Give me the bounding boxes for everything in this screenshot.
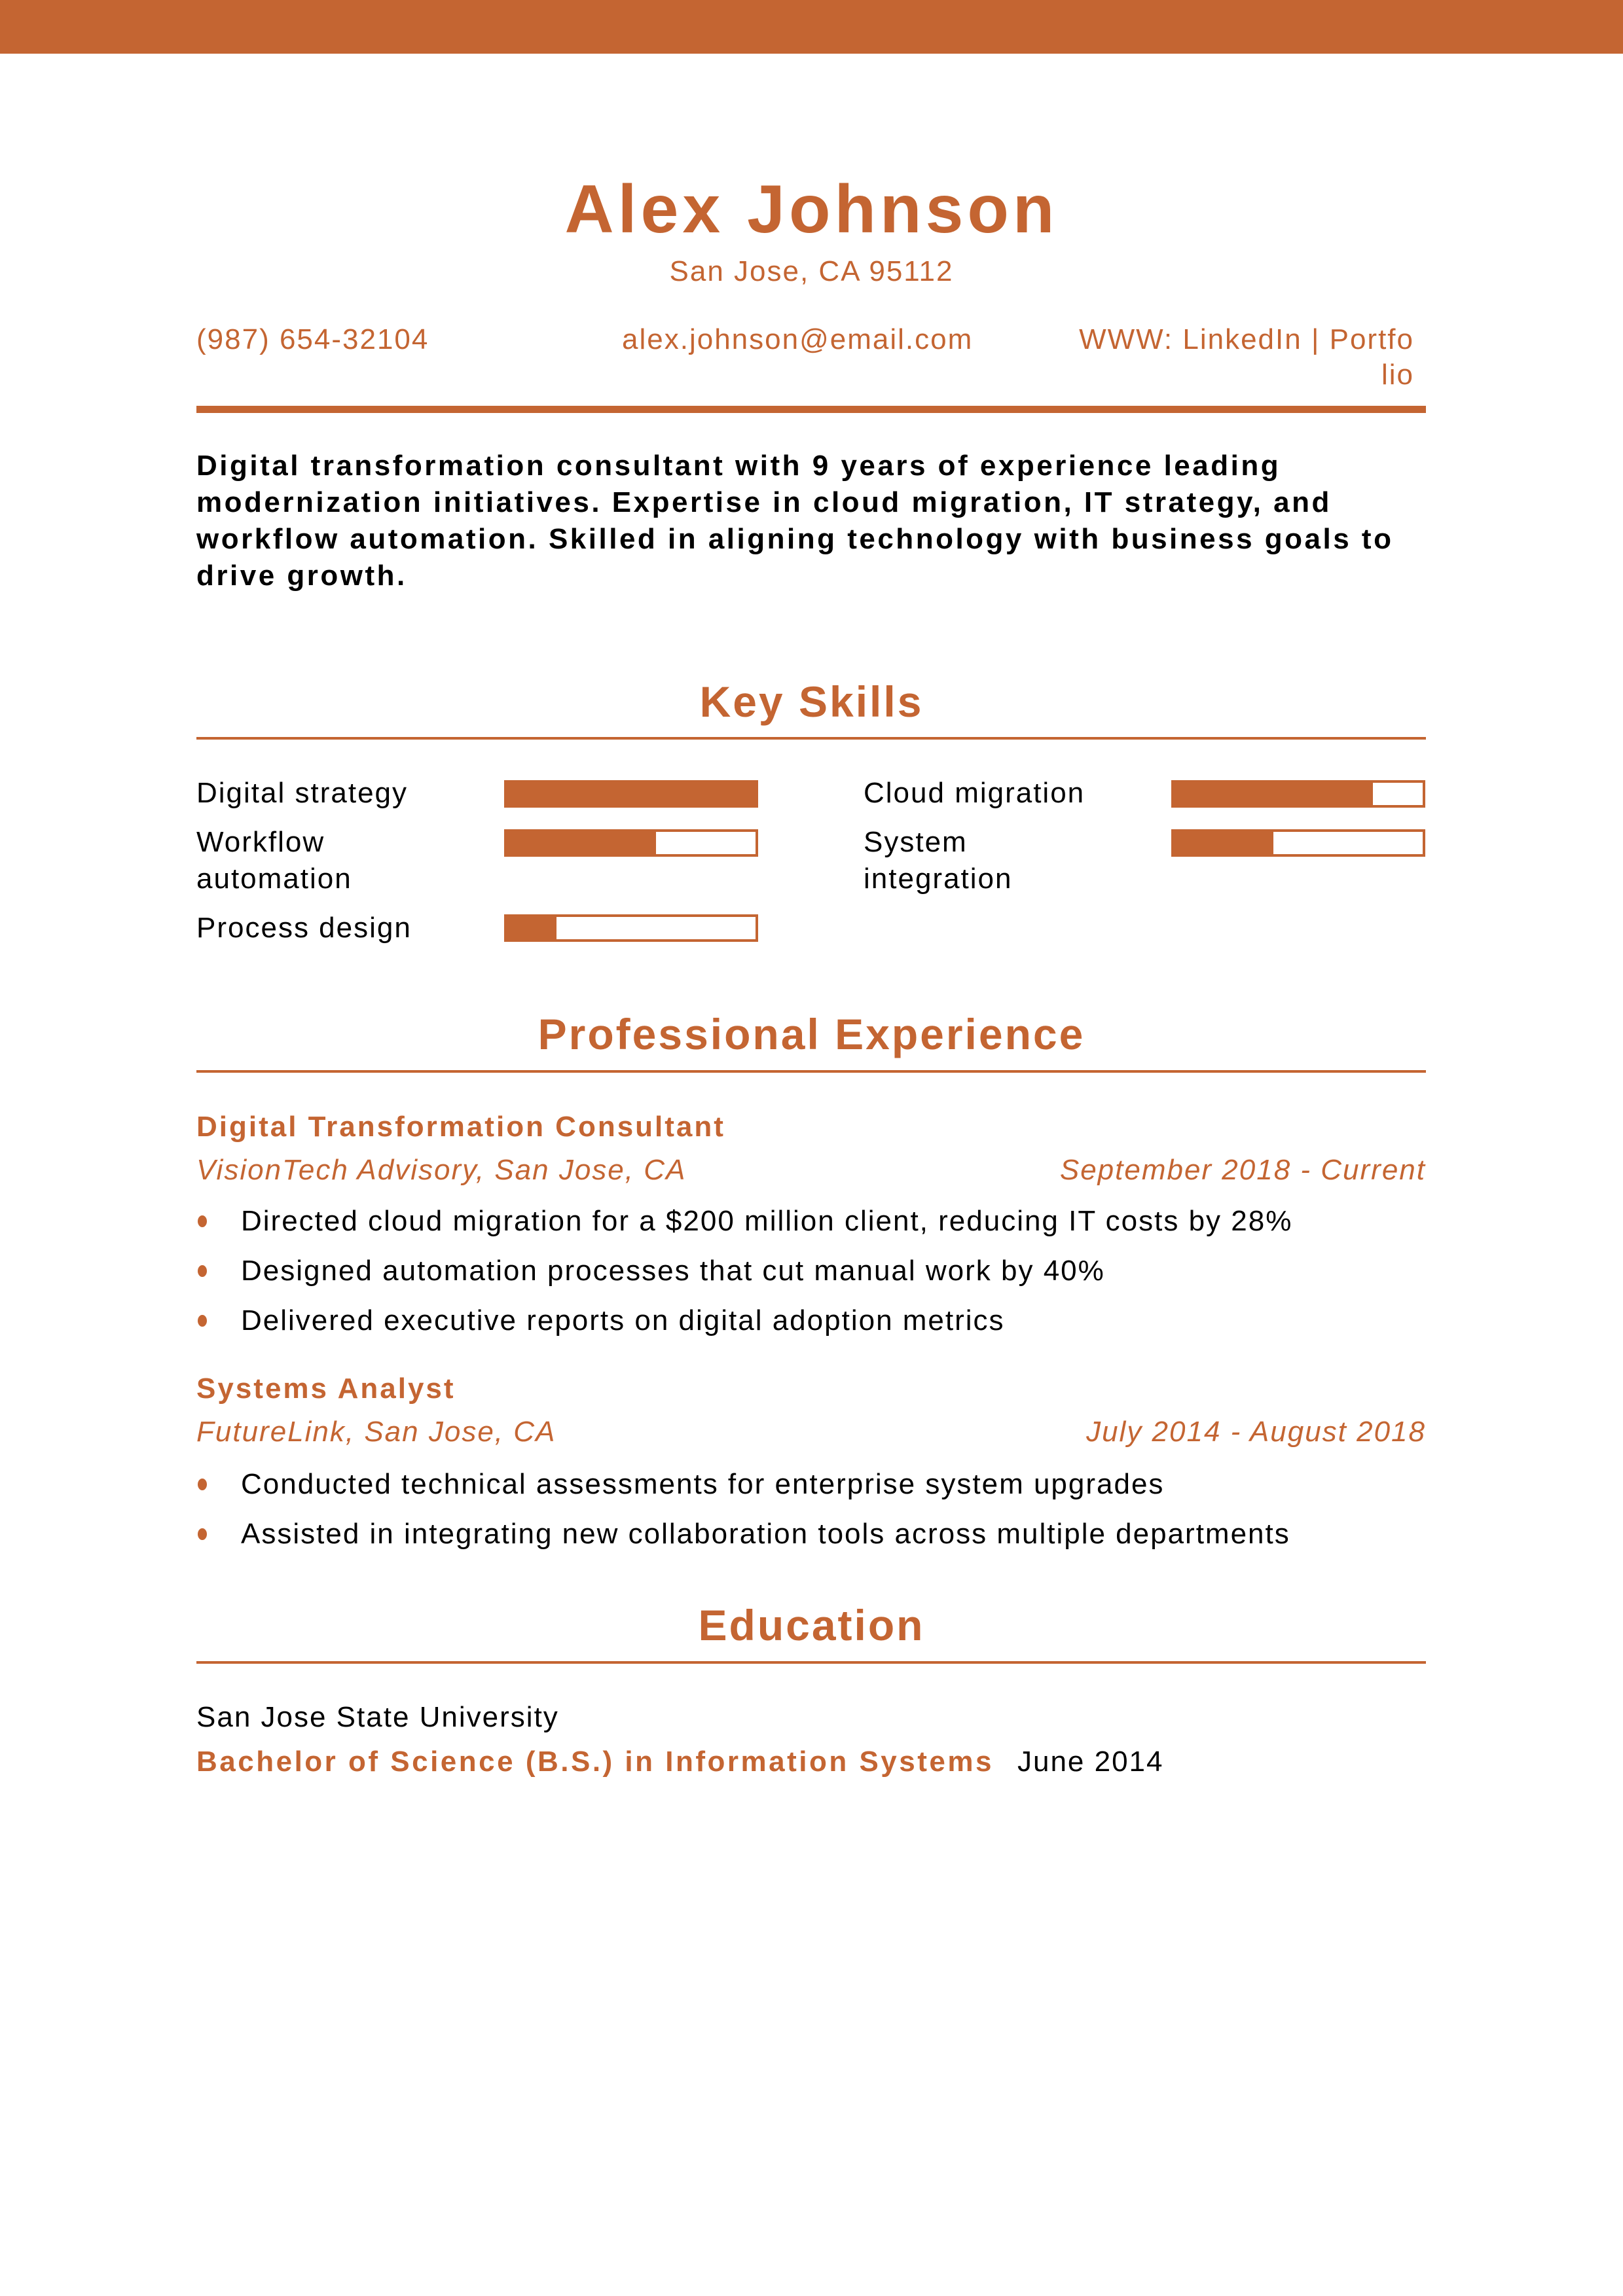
school-name: San Jose State University: [196, 1701, 559, 1733]
skill-bar: [504, 829, 758, 857]
job-company: VisionTech Advisory, San Jose, CA: [196, 1154, 687, 1186]
bullet-text: Delivered executive reports on digital adoption metrics: [241, 1304, 1005, 1336]
email-link[interactable]: alex.johnson@email.com: [622, 323, 974, 355]
section-heading-skills: Key Skills: [699, 677, 924, 726]
address: San Jose, CA 95112: [669, 255, 954, 287]
web-links[interactable]: WWW: LinkedIn | Portfo lio: [1079, 323, 1414, 391]
bullet-icon: [198, 1215, 207, 1227]
bullet-icon: [198, 1528, 207, 1540]
degree-name: Bachelor of Science (B.S.) in Information Systems: [196, 1746, 994, 1778]
skill-bar-fill: [507, 832, 656, 854]
degree-line: [196, 1744, 1164, 1780]
bullet-text: Designed automation processes that cut manual work by 40%: [241, 1255, 1105, 1287]
section-divider: [196, 737, 1426, 740]
bullet-icon: [198, 1265, 207, 1277]
skill-bar-fill: [1174, 832, 1273, 854]
skill-bar: [504, 914, 758, 942]
list-item: [196, 1516, 1290, 1552]
list-item: [196, 1203, 1292, 1240]
skill-label: Cloud migration: [864, 777, 1085, 809]
header-divider: [196, 406, 1426, 413]
bullet-text: Conducted technical assessments for enterprise system upgrades: [241, 1468, 1165, 1500]
list-item: [196, 1253, 1105, 1289]
graduation-date: June 2014: [1017, 1746, 1164, 1778]
skill-label: Digital strategy: [196, 777, 409, 809]
job-dates: July 2014 - August 2018: [1086, 1416, 1426, 1448]
skill-label: System integration: [864, 826, 1013, 895]
list-item: [196, 1302, 1005, 1339]
skill-bar-fill: [507, 783, 756, 805]
bullet-icon: [198, 1479, 207, 1490]
phone: (987) 654-32104: [196, 323, 429, 355]
skill-label: Workflow automation: [196, 826, 352, 895]
skill-bar-fill: [1174, 783, 1373, 805]
section-divider: [196, 1661, 1426, 1664]
skill-bar: [504, 780, 758, 808]
skill-bar: [1171, 780, 1425, 808]
section-heading-experience: Professional Experience: [538, 1010, 1085, 1058]
job-company: FutureLink, San Jose, CA: [196, 1416, 556, 1448]
job-dates: September 2018 - Current: [1059, 1154, 1426, 1186]
job-title: Systems Analyst: [196, 1372, 456, 1405]
candidate-name: Alex Johnson: [564, 171, 1059, 247]
bullet-text: Assisted in integrating new collaboration tools across multiple departments: [241, 1518, 1290, 1550]
bullet-text: Directed cloud migration for a $200 million client, reducing IT costs by 28%: [241, 1205, 1293, 1237]
summary: Digital transformation consultant with 9 years of experience leading modernization initiatives. Expertise in cloud migration, IT strategy, and workflow automation. Skilled in aligning technology with business goals to drive growth.: [196, 450, 1394, 592]
skill-label: Process design: [196, 912, 412, 944]
section-divider: [196, 1070, 1426, 1073]
job-title: Digital Transformation Consultant: [196, 1111, 725, 1143]
section-heading-education: Education: [698, 1601, 925, 1649]
list-item: [196, 1466, 1164, 1503]
skill-bar-fill: [507, 917, 556, 939]
bullet-icon: [198, 1315, 207, 1327]
skill-bar: [1171, 829, 1425, 857]
top-accent-bar: [0, 0, 1623, 54]
